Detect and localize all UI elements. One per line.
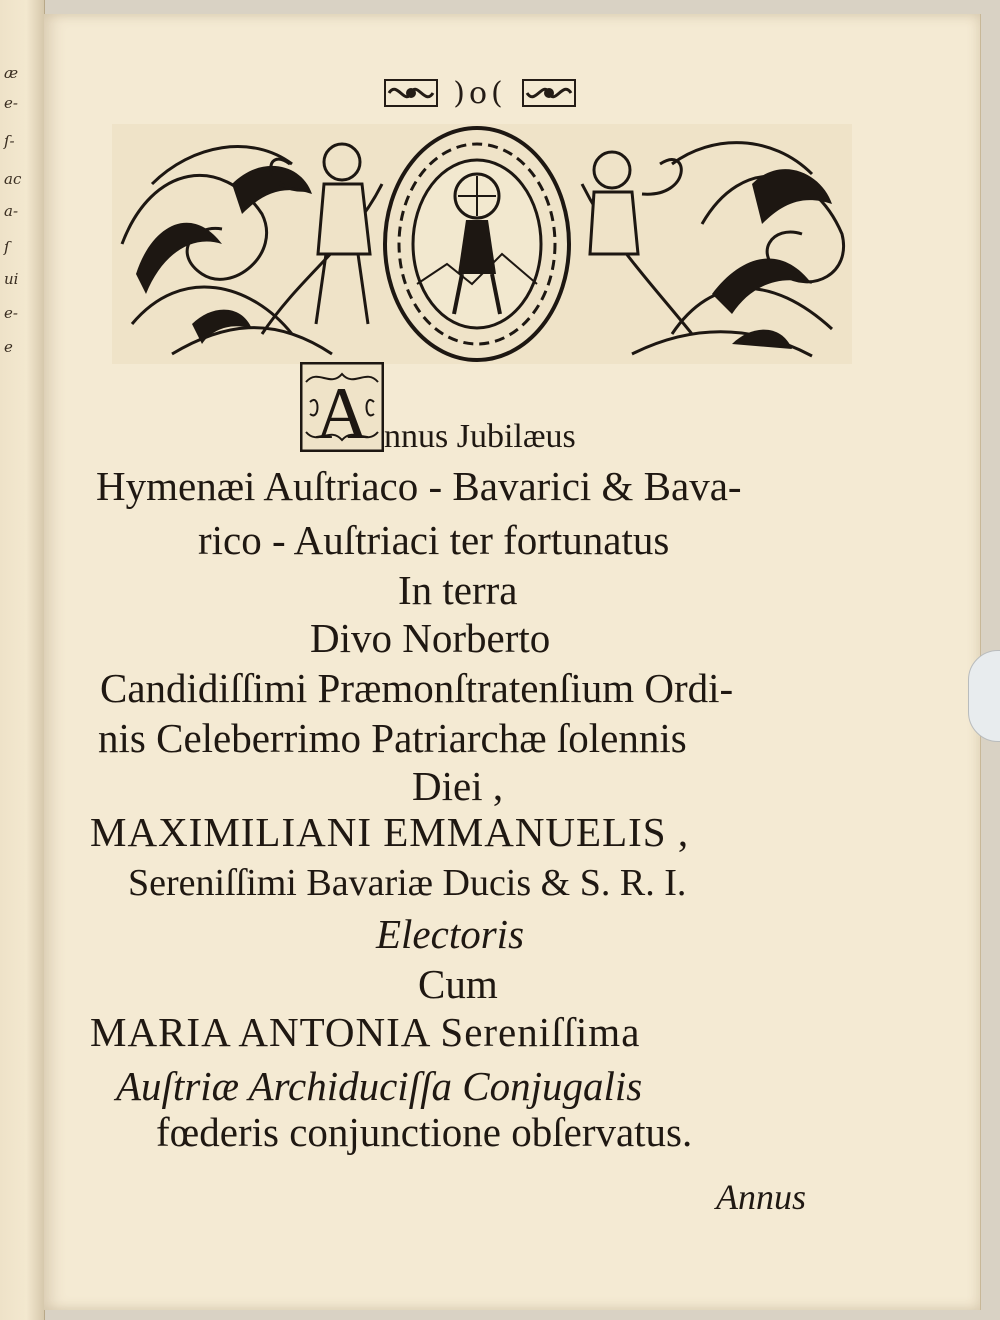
left-fragment: e xyxy=(4,338,13,356)
left-fragment: ſ- xyxy=(4,132,15,150)
left-fragment: e- xyxy=(4,94,18,112)
left-fragment: a- xyxy=(4,202,19,220)
decorated-initial xyxy=(300,362,384,452)
initial-letter: A xyxy=(315,373,369,452)
text-line: nis Celeberrimo Patriarchæ ſolennis xyxy=(98,715,687,761)
text-line: Divo Norberto xyxy=(310,615,551,661)
left-fragment: ui xyxy=(4,270,19,288)
text-line: Auſtriæ Archiduciſſa Conjugalis xyxy=(116,1063,643,1109)
header-ornament xyxy=(364,70,596,116)
text-line: Hymenæi Auſtriaco - Bavarici & Bava- xyxy=(96,463,742,509)
left-fragment: ſ xyxy=(4,238,10,256)
catchword: Annus xyxy=(716,1177,806,1217)
ornament-mark: )o( xyxy=(453,75,507,111)
text-line: MARIA ANTONIA Sereniſſima xyxy=(90,1009,641,1055)
fleuron-icon xyxy=(521,76,577,110)
page-clip xyxy=(968,650,1000,742)
text-line: Cum xyxy=(418,961,498,1007)
left-fragment: æ xyxy=(4,64,19,82)
text-line: fœderis conjunctione obſervatus. xyxy=(156,1109,693,1155)
show-through-text xyxy=(740,380,751,431)
left-fragment: ac xyxy=(4,170,22,188)
woodcut-headpiece xyxy=(112,124,852,364)
text-line: Candidiſſimi Præmonſtratenſium Ordi- xyxy=(100,665,734,711)
text-line: In terra xyxy=(398,567,518,613)
text-line: MAXIMILIANI EMMANUELIS , xyxy=(90,809,690,855)
text-line: Electoris xyxy=(376,911,525,957)
left-fragment: e- xyxy=(4,304,18,322)
text-line: Diei , xyxy=(412,763,504,809)
text-line: nnus Jubilæus xyxy=(384,418,576,455)
medallion-icon xyxy=(385,128,569,360)
text-line: rico - Auſtriaci ter fortunatus xyxy=(198,517,670,563)
adjacent-page-edge xyxy=(0,0,45,1320)
text-line: Sereniſſimi Bavariæ Ducis & S. R. I. xyxy=(128,862,687,904)
fleuron-icon xyxy=(383,76,439,110)
